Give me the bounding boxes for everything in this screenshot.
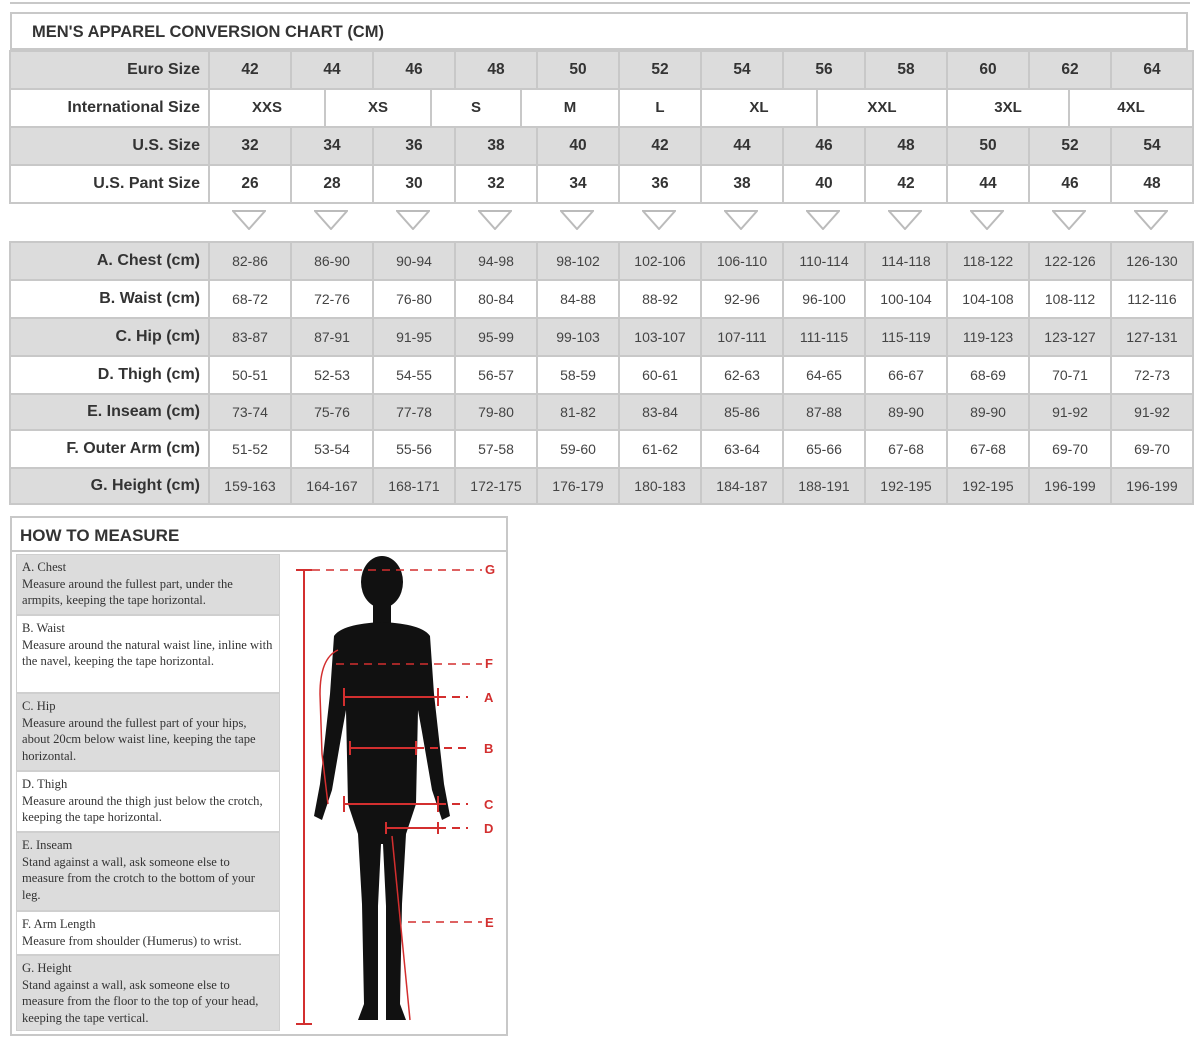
size-cell: 4XL xyxy=(1117,99,1145,116)
size-conversion-table xyxy=(9,50,1194,204)
measure-cell: 81-82 xyxy=(537,394,619,430)
measure-cell: 50-51 xyxy=(209,356,291,394)
measure-cell: 176-179 xyxy=(537,468,619,504)
step-title: G. Height xyxy=(22,961,72,975)
step-height xyxy=(16,955,280,1031)
step-title: B. Waist xyxy=(22,621,65,635)
size-cell: 50 xyxy=(947,127,1029,165)
down-arrow-icon xyxy=(232,210,266,230)
row-label: B. Waist (cm) xyxy=(10,280,209,318)
measure-cell: 104-108 xyxy=(947,280,1029,318)
marker-e: E xyxy=(485,915,494,930)
down-arrow-icon xyxy=(1134,210,1168,230)
measure-cell: 159-163 xyxy=(209,468,291,504)
measure-cell: 164-167 xyxy=(291,468,373,504)
measure-cell: 99-103 xyxy=(537,318,619,356)
size-cell: 50 xyxy=(537,51,619,89)
measure-cell: 103-107 xyxy=(619,318,701,356)
measure-cell: 62-63 xyxy=(701,356,783,394)
measure-cell: 73-74 xyxy=(209,394,291,430)
size-cell: 44 xyxy=(947,165,1029,203)
body-silhouette xyxy=(314,556,450,1020)
measure-cell: 69-70 xyxy=(1029,430,1111,468)
size-cell: 44 xyxy=(701,127,783,165)
step-title: F. Arm Length xyxy=(22,917,96,931)
size-cell: 56 xyxy=(783,51,865,89)
row-label: International Size xyxy=(10,89,209,127)
measure-cell: 56-57 xyxy=(455,356,537,394)
down-arrow-icon xyxy=(560,210,594,230)
measure-cell: 119-123 xyxy=(947,318,1029,356)
size-cell: 62 xyxy=(1029,51,1111,89)
measure-cell: 126-130 xyxy=(1111,242,1193,280)
step-arm-length xyxy=(16,911,280,955)
measure-cell: 88-92 xyxy=(619,280,701,318)
measure-cell: 69-70 xyxy=(1111,430,1193,468)
measure-cell: 52-53 xyxy=(291,356,373,394)
measure-cell: 96-100 xyxy=(783,280,865,318)
measure-cell: 188-191 xyxy=(783,468,865,504)
size-cell: XXS xyxy=(210,90,326,126)
row-label: D. Thigh (cm) xyxy=(10,356,209,394)
measure-cell: 196-199 xyxy=(1111,468,1193,504)
measure-cell: 91-92 xyxy=(1111,394,1193,430)
us-size-row xyxy=(10,127,1193,165)
measure-cell: 64-65 xyxy=(783,356,865,394)
measure-cell: 89-90 xyxy=(947,394,1029,430)
measure-cell: 127-131 xyxy=(1111,318,1193,356)
measure-cell: 91-92 xyxy=(1029,394,1111,430)
measure-cell: 77-78 xyxy=(373,394,455,430)
measure-cell: 86-90 xyxy=(291,242,373,280)
size-cell: 28 xyxy=(291,165,373,203)
size-cell: XS xyxy=(326,90,432,126)
top-rule xyxy=(10,2,1190,4)
step-title: D. Thigh xyxy=(22,777,68,791)
step-inseam xyxy=(16,832,280,911)
size-cell: 46 xyxy=(1029,165,1111,203)
down-arrow-icon xyxy=(970,210,1004,230)
step-waist xyxy=(16,615,280,693)
measure-cell: 80-84 xyxy=(455,280,537,318)
step-text: Stand against a wall, ask someone else to measure from the floor to the top of your head, keeping the tape vertical. xyxy=(22,977,259,1025)
size-cell: 48 xyxy=(865,127,947,165)
step-text: Measure from shoulder (Humerus) to wrist. xyxy=(22,933,242,948)
step-text: Stand against a wall, ask someone else to measure from the crotch to the bottom of your leg. xyxy=(22,854,255,902)
step-title: C. Hip xyxy=(22,699,56,713)
how-to-measure-title: HOW TO MEASURE xyxy=(20,526,180,545)
size-cell: 48 xyxy=(455,51,537,89)
row-label: G. Height (cm) xyxy=(10,468,209,504)
measure-cell: 108-112 xyxy=(1029,280,1111,318)
measure-cell: 51-52 xyxy=(209,430,291,468)
size-cell: 26 xyxy=(209,165,291,203)
size-cell: S xyxy=(432,90,522,126)
measure-cell: 85-86 xyxy=(701,394,783,430)
size-cell: 64 xyxy=(1111,51,1193,89)
row-label: F. Outer Arm (cm) xyxy=(10,430,209,468)
size-cell: 58 xyxy=(865,51,947,89)
measure-cell: 98-102 xyxy=(537,242,619,280)
measure-cell: 67-68 xyxy=(947,430,1029,468)
measure-cell: 68-69 xyxy=(947,356,1029,394)
row-label: Euro Size xyxy=(10,51,209,89)
measure-cell: 55-56 xyxy=(373,430,455,468)
measure-cell: 172-175 xyxy=(455,468,537,504)
measure-cell: 92-96 xyxy=(701,280,783,318)
measure-cell: 111-115 xyxy=(783,318,865,356)
measure-cell: 65-66 xyxy=(783,430,865,468)
outer-arm-row xyxy=(10,430,1193,468)
measure-cell: 100-104 xyxy=(865,280,947,318)
measure-cell: 90-94 xyxy=(373,242,455,280)
measure-cell: 123-127 xyxy=(1029,318,1111,356)
size-cell: 46 xyxy=(373,51,455,89)
down-arrow-icon xyxy=(724,210,758,230)
row-label: E. Inseam (cm) xyxy=(10,394,209,430)
step-title: E. Inseam xyxy=(22,838,73,852)
row-label: C. Hip (cm) xyxy=(10,318,209,356)
measure-cell: 70-71 xyxy=(1029,356,1111,394)
waist-row xyxy=(10,280,1193,318)
measure-cell: 184-187 xyxy=(701,468,783,504)
measure-cell: 67-68 xyxy=(865,430,947,468)
row-label: U.S. Pant Size xyxy=(10,165,209,203)
measure-cell: 192-195 xyxy=(947,468,1029,504)
down-arrow-icon xyxy=(314,210,348,230)
how-to-measure-panel xyxy=(10,516,508,1036)
hip-row xyxy=(10,318,1193,356)
size-cell: 52 xyxy=(619,51,701,89)
how-to-measure-header xyxy=(12,518,506,552)
measure-cell: 87-88 xyxy=(783,394,865,430)
down-arrow-icon xyxy=(478,210,512,230)
measure-cell: 112-116 xyxy=(1111,280,1193,318)
down-arrow-icon xyxy=(1052,210,1086,230)
measure-cell: 118-122 xyxy=(947,242,1029,280)
measure-cell: 53-54 xyxy=(291,430,373,468)
measure-cell: 68-72 xyxy=(209,280,291,318)
marker-f: F xyxy=(485,656,493,671)
step-text: Measure around the thigh just below the crotch, keeping the tape horizontal. xyxy=(22,793,263,824)
down-arrow-icon xyxy=(642,210,676,230)
measure-cell: 89-90 xyxy=(865,394,947,430)
measure-cell: 72-73 xyxy=(1111,356,1193,394)
size-cell: 46 xyxy=(783,127,865,165)
measure-cell: 196-199 xyxy=(1029,468,1111,504)
measurements-table xyxy=(9,241,1194,505)
size-cell: 34 xyxy=(291,127,373,165)
measure-cell: 110-114 xyxy=(783,242,865,280)
measure-cell: 168-171 xyxy=(373,468,455,504)
measure-cell: 122-126 xyxy=(1029,242,1111,280)
step-thigh xyxy=(16,771,280,832)
size-cell: 30 xyxy=(373,165,455,203)
step-text: Measure around the fullest part, under the armpits, keeping the tape horizontal. xyxy=(22,576,233,607)
measure-cell: 66-67 xyxy=(865,356,947,394)
measure-cell: 54-55 xyxy=(373,356,455,394)
size-cell: XXL xyxy=(818,90,948,126)
thigh-row xyxy=(10,356,1193,394)
measure-cell: 79-80 xyxy=(455,394,537,430)
height-row xyxy=(10,468,1193,504)
measure-steps xyxy=(16,554,280,1031)
size-cell: 32 xyxy=(455,165,537,203)
international-size-strip xyxy=(209,89,1193,127)
measure-cell: 91-95 xyxy=(373,318,455,356)
marker-a: A xyxy=(484,690,494,705)
chart-title-box xyxy=(10,12,1188,50)
row-label: U.S. Size xyxy=(10,127,209,165)
measure-cell: 61-62 xyxy=(619,430,701,468)
size-cell: 38 xyxy=(455,127,537,165)
measure-cell: 115-119 xyxy=(865,318,947,356)
us-pant-size-row xyxy=(10,165,1193,203)
marker-c: C xyxy=(484,797,494,812)
measure-cell: 83-87 xyxy=(209,318,291,356)
step-chest xyxy=(16,554,280,615)
size-cell: 40 xyxy=(783,165,865,203)
step-title: A. Chest xyxy=(22,560,67,574)
body-measurement-figure xyxy=(282,554,506,1034)
size-cell: L xyxy=(620,90,702,126)
measure-cell: 114-118 xyxy=(865,242,947,280)
step-text: Measure around the fullest part of your hips, about 20cm below waist line, keeping the tape horizontal. xyxy=(22,715,256,763)
size-cell: 36 xyxy=(373,127,455,165)
measure-cell: 192-195 xyxy=(865,468,947,504)
size-cell: 48 xyxy=(1111,165,1193,203)
down-arrow-icon xyxy=(888,210,922,230)
size-cell: 38 xyxy=(701,165,783,203)
measure-cell: 180-183 xyxy=(619,468,701,504)
size-cell: 54 xyxy=(1111,127,1193,165)
measure-cell: 75-76 xyxy=(291,394,373,430)
size-cell: 3XL xyxy=(948,90,1070,126)
conversion-arrows xyxy=(208,206,1192,236)
marker-d: D xyxy=(484,821,494,836)
measure-cell: 94-98 xyxy=(455,242,537,280)
measure-cell: 95-99 xyxy=(455,318,537,356)
measure-cell: 63-64 xyxy=(701,430,783,468)
size-cell: 36 xyxy=(619,165,701,203)
down-arrow-icon xyxy=(396,210,430,230)
measure-cell: 107-111 xyxy=(701,318,783,356)
size-cell: 54 xyxy=(701,51,783,89)
euro-size-row xyxy=(10,51,1193,89)
measure-cell: 82-86 xyxy=(209,242,291,280)
measure-cell: 84-88 xyxy=(537,280,619,318)
measure-cell: 76-80 xyxy=(373,280,455,318)
chart-title: MEN'S APPAREL CONVERSION CHART (CM) xyxy=(32,23,384,41)
measure-cell: 106-110 xyxy=(701,242,783,280)
size-cell: 44 xyxy=(291,51,373,89)
size-cell: 40 xyxy=(537,127,619,165)
size-cell: 34 xyxy=(537,165,619,203)
measure-cell: 87-91 xyxy=(291,318,373,356)
down-arrow-icon xyxy=(806,210,840,230)
measure-cell: 59-60 xyxy=(537,430,619,468)
measure-cell: 102-106 xyxy=(619,242,701,280)
size-cell: M xyxy=(522,90,620,126)
size-cell: 52 xyxy=(1029,127,1111,165)
measure-cell: 57-58 xyxy=(455,430,537,468)
measure-cell: 58-59 xyxy=(537,356,619,394)
size-cell: 32 xyxy=(209,127,291,165)
international-size-row xyxy=(10,89,1193,127)
size-cell: 42 xyxy=(209,51,291,89)
row-label: A. Chest (cm) xyxy=(10,242,209,280)
marker-b: B xyxy=(484,741,494,756)
marker-g: G xyxy=(485,562,496,577)
measure-cell: 60-61 xyxy=(619,356,701,394)
height-measure-line xyxy=(296,570,312,1024)
size-cell: 42 xyxy=(865,165,947,203)
inseam-row xyxy=(10,394,1193,430)
chest-row xyxy=(10,242,1193,280)
measure-cell: 72-76 xyxy=(291,280,373,318)
size-cell: 42 xyxy=(619,127,701,165)
size-cell: XL xyxy=(702,90,818,126)
step-text: Measure around the natural waist line, inline with the navel, keeping the tape horizontal. xyxy=(22,637,273,668)
step-hip xyxy=(16,693,280,771)
measure-cell: 83-84 xyxy=(619,394,701,430)
size-cell: 60 xyxy=(947,51,1029,89)
